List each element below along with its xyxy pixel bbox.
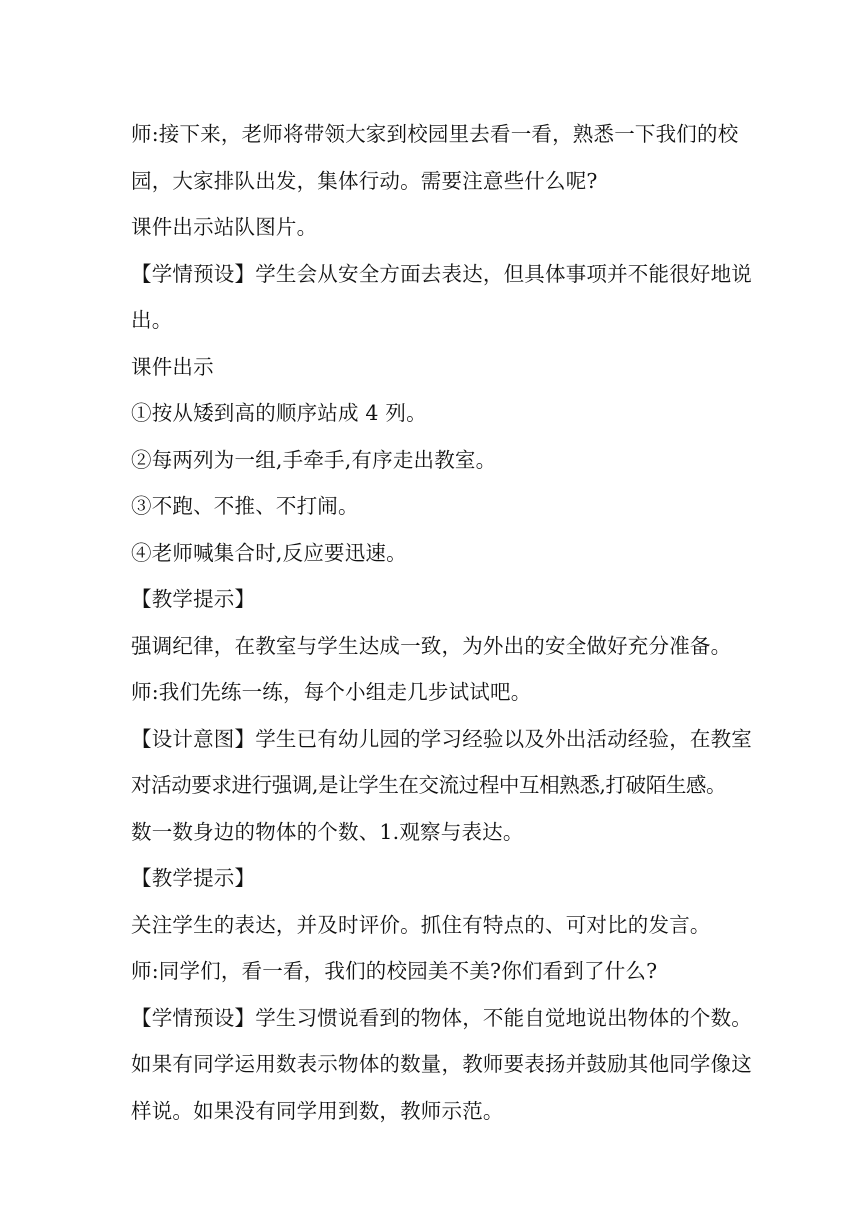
document-body — [131, 111, 752, 1134]
text-line: 课件出示站队图片。 — [131, 215, 318, 239]
text-line: 师:接下来，老师将带领大家到校园里去看一看，熟悉一下我们的校 — [131, 122, 739, 146]
list-item: ④老师喊集合时,反应要迅速。 — [131, 540, 407, 565]
text-line: 师:我们先练一练，每个小组走几步试试吧。 — [131, 680, 532, 704]
text-line: 对活动要求进行强调,是让学生在交流过程中互相熟悉,打破陌生感。 — [131, 773, 727, 797]
list-item: ①按从矮到高的顺序站成 4 列。 — [131, 401, 427, 425]
list-item: ③不跑、不推、不打闹。 — [131, 494, 359, 518]
text-line: 【设计意图】学生已有幼儿园的学习经验以及外出活动经验，在教室 — [131, 726, 752, 751]
text-line: 强调纪律，在教室与学生达成一致，为外出的安全做好充分准备。 — [131, 633, 732, 658]
text-line: 【学情预设】学生习惯说看到的物体，不能自觉地说出物体的个数。 — [131, 1005, 752, 1030]
text-line: 如果有同学运用数表示物体的数量，教师要表扬并鼓励其他同学像这 — [131, 1052, 752, 1076]
text-line: 课件出示 — [131, 354, 214, 379]
text-line: 【学情预设】学生会从安全方面去表达，但具体事项并不能很好地说 — [131, 261, 752, 286]
text-line: 出。 — [131, 308, 173, 332]
text-line: 园，大家排队出发，集体行动。需要注意些什么呢? — [131, 168, 598, 193]
text-line: 样说。如果没有同学用到数，教师示范。 — [131, 1098, 504, 1123]
text-line: 师:同学们，看一看，我们的校园美不美?你们看到了什么? — [131, 959, 658, 983]
list-item: ②每两列为一组,手牵手,有序走出教室。 — [131, 447, 497, 472]
section-heading: 【教学提示】 — [131, 587, 256, 611]
text-line: 关注学生的表达，并及时评价。抓住有特点的、可对比的发言。 — [131, 912, 711, 937]
section-heading: 【教学提示】 — [131, 866, 256, 890]
text-line: 数一数身边的物体的个数、1.观察与表达。 — [131, 819, 524, 844]
